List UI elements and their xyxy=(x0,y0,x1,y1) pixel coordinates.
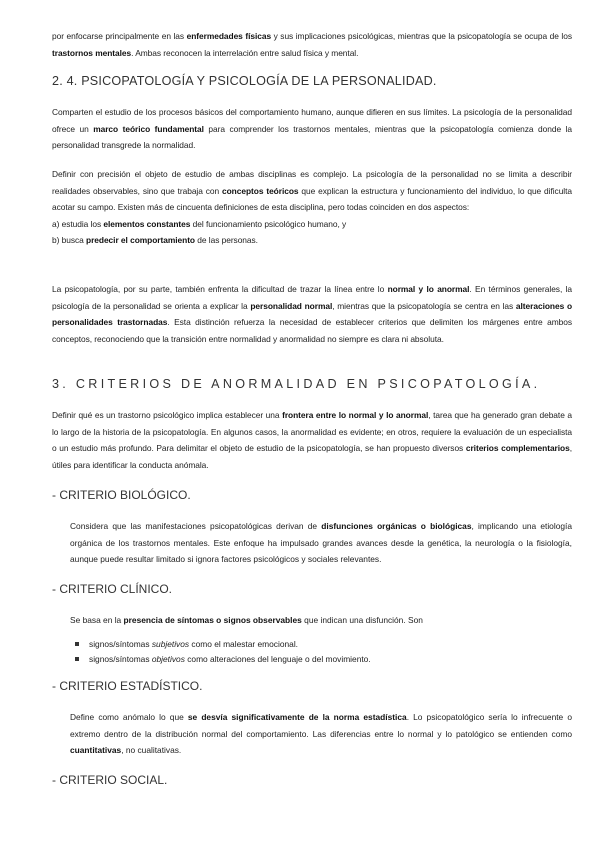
criterio-estadistico-heading: - CRITERIO ESTADÍSTICO. xyxy=(52,679,203,693)
criterio-social-heading: - CRITERIO SOCIAL. xyxy=(52,773,168,787)
list-item: signos/síntomas subjetivos como el malestar emocional. xyxy=(75,637,298,651)
section-heading-2-4: 2. 4. PSICOPATOLOGÍA Y PSICOLOGÍA DE LA PERSONALIDAD. xyxy=(52,74,437,88)
intro-paragraph: por enfocarse principalmente en las enfermedades físicas y sus implicaciones psicológicas, mientras que la psicopatología se ocupa de los trastornos mentales. Ambas reconocen la interrelación entre salud física y mental. xyxy=(52,31,572,58)
criterio-clinico-heading: - CRITERIO CLÍNICO. xyxy=(52,582,173,596)
bullet-square-icon xyxy=(75,642,79,646)
section-heading-3: 3. CRITERIOS DE ANORMALIDAD EN PSICOPATOLOGÍA. xyxy=(52,377,541,391)
paragraph: Comparten el estudio de los procesos básicos del comportamiento humano, aunque difieren en sus límites. La psicología de la personalidad ofrece un marco teórico fundamental para comprender los trastornos mentales, mientras que la psicopatología comienza donde la personalidad transgrede la normalidad. xyxy=(52,107,572,151)
criterio-biologico-text: Considera que las manifestaciones psicopatológicas derivan de disfunciones orgánicas o biológicas, implicando una etiología orgánica de los trastornos mentales. Este enfoque ha impulsado grandes avances desde la genética, la neurología o la fisiología, aunque puede resultar limitado si ignora factores psicológicos y sociales relevantes. xyxy=(70,521,572,565)
paragraph: Definir qué es un trastorno psicológico implica establecer una frontera entre lo normal y lo anormal, tarea que ha generado gran debate a lo largo de la historia de la psicopatología. En algunos casos, la anormalidad es evidente; en otros, requiere la evaluación de un especialista o un estudio más profundo. Para delimitar el objeto de estudio de la psicopatología, se han propuesto diversos criterios complementarios, útiles para identificar la conducta anómala. xyxy=(52,410,573,470)
list-item: signos/síntomas objetivos como alteraciones del lenguaje o del movimiento. xyxy=(75,652,371,666)
paragraph: Definir con precisión el objeto de estudio de ambas disciplinas es complejo. La psicología de la personalidad no se limita a describir realidades observables, sino que trabaja con conceptos teóricos que explican la estructura y funcionamiento del individuo, lo que dificulta acotar su campo. Existen más de cincuenta definiciones de esta disciplina, pero todas coinciden en dos aspectos: a) estudia los elementos constantes del funcionamiento psicológico humano, y b) busca predecir el comportamiento de las personas. xyxy=(52,169,572,246)
criterio-estadistico-text: Define como anómalo lo que se desvía significativamente de la norma estadística. Lo psicopatológico sería lo infrecuente o extremo dentro de la distribución normal del comportamiento. Las diferencias entre lo normal y lo patológico se entienden como cuantitativas, no cualitativas. xyxy=(70,712,572,756)
criterio-biologico-heading: - CRITERIO BIOLÓGICO. xyxy=(52,488,191,502)
paragraph: La psicopatología, por su parte, también enfrenta la dificultad de trazar la línea entre lo normal y lo anormal. En términos generales, la psicología de la personalidad se orienta a explicar la personalidad normal, mientras que la psicopatología se centra en las alteraciones o personalidades trastornadas. Esta distinción refuerza la necesidad de establecer criterios que delimiten los márgenes entre ambos conceptos, reconociendo que la transición entre normalidad y anormalidad no siempre es clara ni absoluta. xyxy=(52,284,573,344)
bullet-square-icon xyxy=(75,657,79,661)
criterio-clinico-text: Se basa en la presencia de síntomas o signos observables que indican una disfunción. Son xyxy=(70,615,423,625)
